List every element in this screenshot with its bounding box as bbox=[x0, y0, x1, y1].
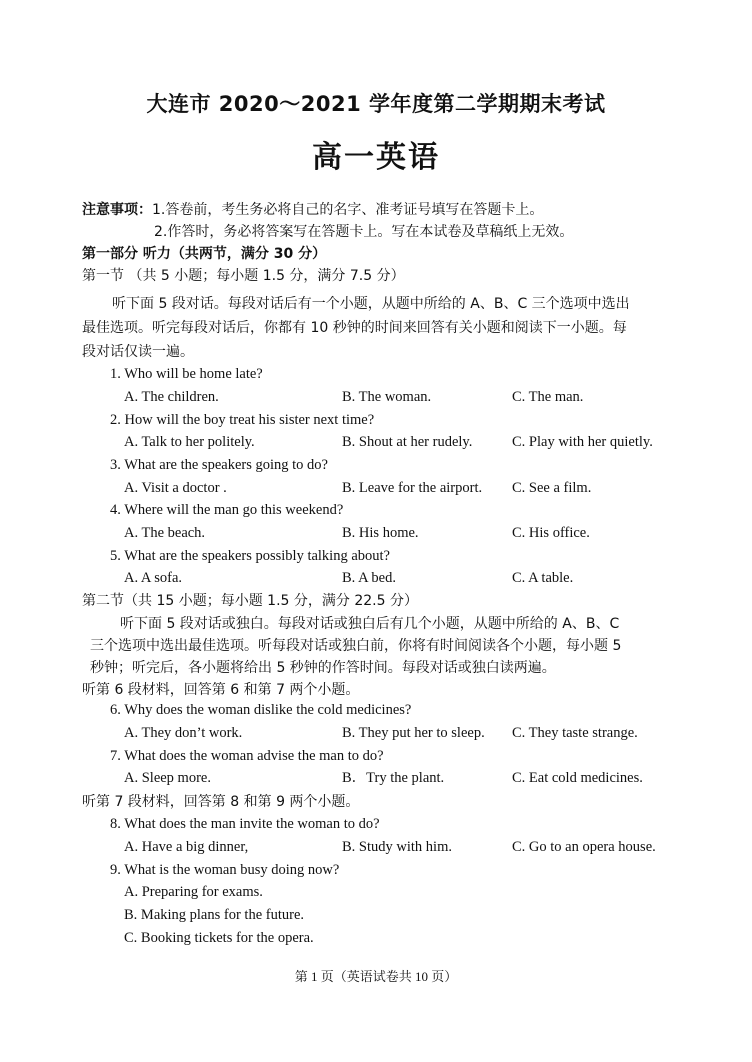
q9-option-b: B. Making plans for the future. bbox=[124, 907, 305, 923]
question-1: 1. Who will be home late? bbox=[110, 366, 263, 382]
q2-option-b: B. Shout at her rudely. bbox=[342, 434, 473, 450]
question-6: 6. Why does the woman dislike the cold medicines? bbox=[110, 702, 412, 718]
q7-option-b: B．Try the plant. bbox=[342, 770, 445, 786]
notice-item-1: 1.答卷前，考生务必将自己的名字、准考证号填写在答题卡上。 bbox=[152, 202, 544, 218]
material-6-instruction: 听第 6 段材料，回答第 6 和第 7 两个小题。 bbox=[82, 682, 360, 698]
exam-title: 大连市 2020～2021 学年度第二学期期末考试 bbox=[146, 92, 606, 116]
question-3: 3. What are the speakers going to do? bbox=[110, 457, 328, 473]
q2-option-c: C. Play with her quietly. bbox=[512, 434, 653, 450]
q7-option-c: C. Eat cold medicines. bbox=[512, 770, 643, 786]
q4-option-c: C. His office. bbox=[512, 525, 590, 541]
page-footer: 第 1 页（英语试卷共 10 页） bbox=[294, 969, 458, 984]
q1-option-c: C. The man. bbox=[512, 389, 584, 405]
q5-option-c: C. A table. bbox=[512, 570, 574, 586]
q2-option-a: A. Talk to her politely. bbox=[124, 434, 255, 450]
q1-option-b: B. The woman. bbox=[342, 389, 432, 405]
question-2: 2. How will the boy treat his sister next time? bbox=[110, 412, 375, 428]
section1-instruction-3: 段对话仅读一遍。 bbox=[82, 344, 194, 360]
notice-label: 注意事项： bbox=[82, 202, 152, 218]
q3-option-b: B. Leave for the airport. bbox=[342, 480, 483, 496]
q3-option-c: C. See a film. bbox=[512, 480, 592, 496]
q9-option-c: C. Booking tickets for the opera. bbox=[124, 930, 314, 946]
q9-option-a: A. Preparing for exams. bbox=[124, 884, 263, 900]
q5-option-b: B. A bed. bbox=[342, 570, 396, 586]
notice-line-1 bbox=[82, 200, 543, 220]
q3-option-a: A. Visit a doctor . bbox=[124, 480, 227, 496]
question-5: 5. What are the speakers possibly talking about? bbox=[110, 548, 390, 564]
question-8: 8. What does the man invite the woman to do? bbox=[110, 816, 380, 832]
question-4: 4. Where will the man go this weekend? bbox=[110, 502, 344, 518]
q5-option-a: A. A sofa. bbox=[124, 570, 182, 586]
section2-instruction-2: 三个选项中选出最佳选项。听每段对话或独白前，你将有时间阅读各个小题，每小题 5 bbox=[90, 638, 622, 654]
exam-subject: 高一英语 bbox=[312, 140, 440, 175]
q8-option-b: B. Study with him. bbox=[342, 839, 452, 855]
section1-instruction-1: 听下面 5 段对话。每段对话后有一个小题，从题中所给的 A、B、C 三个选项中选出 bbox=[112, 296, 630, 312]
section1-heading: 第一节 （共 5 小题；每小题 1.5 分，满分 7.5 分） bbox=[82, 268, 405, 284]
q1-option-a: A. The children. bbox=[124, 389, 219, 405]
question-9: 9. What is the woman busy doing now? bbox=[110, 862, 340, 878]
q4-option-b: B. His home. bbox=[342, 525, 419, 541]
q6-option-a: A. They don’t work. bbox=[124, 725, 243, 741]
q6-option-c: C. They taste strange. bbox=[512, 725, 638, 741]
question-7: 7. What does the woman advise the man to do? bbox=[110, 748, 384, 764]
section2-instruction-3: 秒钟；听完后，各小题将给出 5 秒钟的作答时间。每段对话或独白读两遍。 bbox=[90, 660, 556, 676]
section1-instruction-2: 最佳选项。听完每段对话后，你都有 10 秒钟的时间来回答有关小题和阅读下一小题。每 bbox=[82, 320, 627, 336]
section2-heading: 第二节（共 15 小题；每小题 1.5 分，满分 22.5 分） bbox=[82, 593, 418, 609]
q7-option-a: A. Sleep more. bbox=[124, 770, 211, 786]
notice-item-2: 2.作答时，务必将答案写在答题卡上。写在本试卷及草稿纸上无效。 bbox=[154, 224, 574, 240]
part1-heading: 第一部分 听力（共两节，满分 30 分） bbox=[82, 246, 327, 262]
q4-option-a: A. The beach. bbox=[124, 525, 206, 541]
section2-instruction-1: 听下面 5 段对话或独白。每段对话或独白后有几个小题，从题中所给的 A、B、C bbox=[120, 616, 620, 632]
q8-option-c: C. Go to an opera house. bbox=[512, 839, 656, 855]
q6-option-b: B. They put her to sleep. bbox=[342, 725, 485, 741]
material-7-instruction: 听第 7 段材料，回答第 8 和第 9 两个小题。 bbox=[82, 794, 360, 810]
q8-option-a: A. Have a big dinner, bbox=[124, 839, 249, 855]
